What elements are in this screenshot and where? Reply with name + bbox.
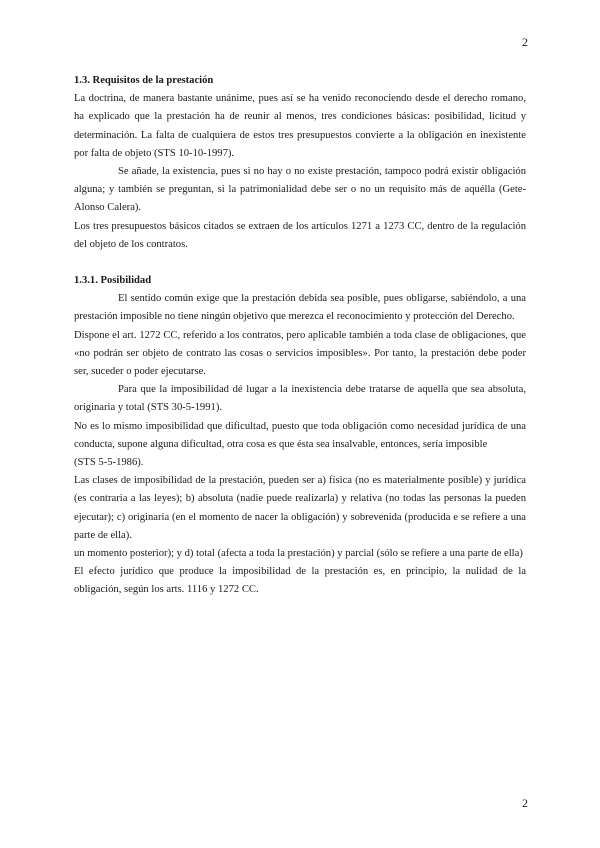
section-heading-requisitos: 1.3. Requisitos de la prestación [74,75,214,86]
paragraph: No es lo mismo imposibilidad que dificultad, puesto que toda obligación como necesidad jurídica de una conducta, supone alguna dificultad, otra cosa es que ésta sea insalvable, entonces, sería imposible [74,420,526,450]
page-number-top: 2 [522,35,528,49]
document-body [74,72,526,600]
paragraph: Las clases de imposibilidad de la prestación, pueden ser a) física (no es materialmente posible) y jurídica (es contraria a las leyes); b) absoluta (nadie puede realizarla) y relativa (no todas las personas la pueden ejecutar); c) originaria (en el momento de nacer la obligación) y sobrevenida (producida e se refiere a una parte de ella). [74,475,526,541]
paragraph: Dispone el art. 1272 CC, referido a los contratos, pero aplicable también a toda clase de obligaciones, que «no podrán ser objeto de contrato las cosas o servicios imposibles». Por tanto, la prestación debe poder ser, suceder o poder ejecutarse. [74,329,526,378]
spacer [74,254,526,272]
section-heading-posibilidad: 1.3.1. Posibilidad [74,275,152,287]
paragraph: Se añade, la existencia, pues si no hay o no existe prestación, tampoco podrá existir obligación alguna; y también se preguntan, si la patrimonialidad debe ser o no un requisito más de aquélla (Gete-Alonso Calera). [74,166,526,214]
page-number-bottom: 2 [522,796,528,810]
paragraph: Para que la imposibilidad dé lugar a la inexistencia debe tratarse de aquella que sea absoluta, originaria y total (STS 30-5-1991). [74,384,526,414]
paragraph: un momento posterior); y d) total (afecta a toda la prestación) y parcial (sólo se refiere a una parte de ella) [74,548,523,560]
paragraph: El efecto jurídico que produce la imposibilidad de la prestación es, en principio, la nulidad de la obligación, según los arts. 1116 y 1272 CC. [74,566,526,596]
paragraph: La doctrina, de manera bastante unánime, pues así se ha venido reconociendo desde el derecho romano, ha explicado que la prestación ha de reunir al menos, tres condiciones básicas: posibilidad, licitud y determinación. La falta de cualquiera de estos tres presupuestos convierte a la obligación en inexistente por falta de objeto (STS 10-10-1997). [74,93,526,159]
paragraph: Los tres presupuestos básicos citados se extraen de los artículos 1271 a 1273 CC, dentro de la regulación del objeto de los contratos. [74,220,526,250]
paragraph: El sentido común exige que la prestación debida sea posible, pues obligarse, sabiéndolo, a una prestación imposible no tiene ningún objetivo que merezca el reconocimiento y protección del Derecho. [74,293,526,323]
paragraph: (STS 5-5-1986). [74,457,144,469]
